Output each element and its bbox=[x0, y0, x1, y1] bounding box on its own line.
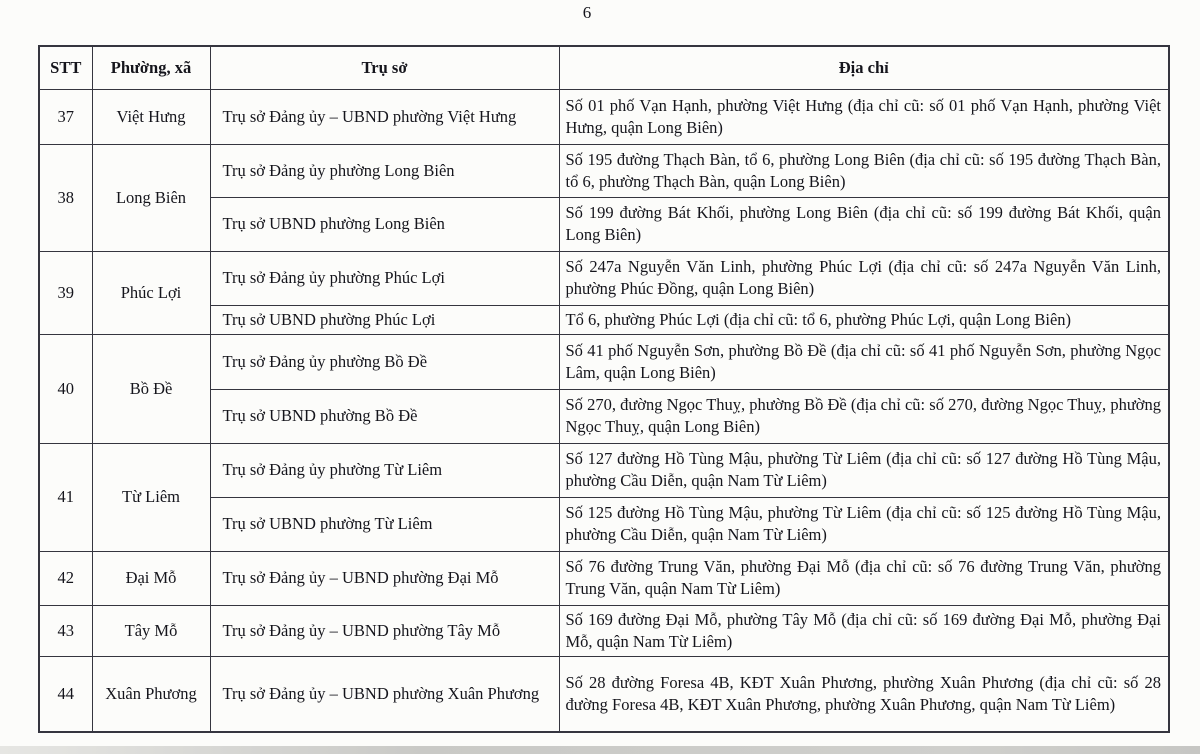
table-row bbox=[39, 251, 1169, 305]
header-ward: Phường, xã bbox=[92, 46, 210, 89]
office-cell: Trụ sở Đảng ủy phường Bồ Đề bbox=[210, 334, 559, 389]
office-cell: Trụ sở Đảng ủy – UBND phường Tây Mỗ bbox=[210, 605, 559, 656]
address-cell: Số 169 đường Đại Mỗ, phường Tây Mỗ (địa chỉ cũ: số 169 đường Đại Mỗ, phường Đại Mỗ, quận Nam Từ Liêm) bbox=[559, 605, 1169, 656]
address-cell: Tổ 6, phường Phúc Lợi (địa chỉ cũ: tổ 6, phường Phúc Lợi, quận Long Biên) bbox=[559, 305, 1169, 334]
office-cell: Trụ sở UBND phường Phúc Lợi bbox=[210, 305, 559, 334]
office-cell: Trụ sở Đảng ủy – UBND phường Việt Hưng bbox=[210, 89, 559, 144]
office-cell: Trụ sở Đảng ủy phường Long Biên bbox=[210, 144, 559, 197]
table-row bbox=[39, 551, 1169, 605]
office-cell: Trụ sở Đảng ủy phường Phúc Lợi bbox=[210, 251, 559, 305]
address-cell: Số 127 đường Hồ Tùng Mậu, phường Từ Liêm (địa chỉ cũ: số 127 đường Hồ Tùng Mậu, phường Cầu Diễn, quận Nam Từ Liêm) bbox=[559, 443, 1169, 497]
ward-cell: Từ Liêm bbox=[92, 443, 210, 551]
header-row bbox=[39, 46, 1169, 89]
address-cell: Số 76 đường Trung Văn, phường Đại Mỗ (địa chỉ cũ: số 76 đường Trung Văn, phường Trung Văn, quận Nam Từ Liêm) bbox=[559, 551, 1169, 605]
header-stt: STT bbox=[39, 46, 92, 89]
scan-artifact-strip bbox=[0, 746, 1200, 754]
stt-cell: 42 bbox=[39, 551, 92, 605]
table-row bbox=[39, 656, 1169, 732]
ward-cell: Bồ Đề bbox=[92, 334, 210, 443]
address-cell: Số 125 đường Hồ Tùng Mậu, phường Từ Liêm (địa chỉ cũ: số 125 đường Hồ Tùng Mậu, phường Cầu Diễn, quận Nam Từ Liêm) bbox=[559, 497, 1169, 551]
address-cell: Số 28 đường Foresa 4B, KĐT Xuân Phương, phường Xuân Phương (địa chỉ cũ: số 28 đường Foresa 4B, KĐT Xuân Phương, phường Xuân Phương, quận Nam Từ Liêm) bbox=[559, 656, 1169, 732]
stt-cell: 44 bbox=[39, 656, 92, 732]
page-number: 6 bbox=[582, 3, 592, 22]
ward-cell: Long Biên bbox=[92, 144, 210, 251]
stt-cell: 39 bbox=[39, 251, 92, 334]
office-cell: Trụ sở UBND phường Bồ Đề bbox=[210, 389, 559, 443]
office-cell: Trụ sở Đảng ủy – UBND phường Xuân Phương bbox=[210, 656, 559, 732]
header-office: Trụ sở bbox=[210, 46, 559, 89]
office-cell: Trụ sở UBND phường Từ Liêm bbox=[210, 497, 559, 551]
offices-table bbox=[38, 45, 1170, 733]
address-cell: Số 199 đường Bát Khối, phường Long Biên (địa chỉ cũ: số 199 đường Bát Khối, quận Long Biên) bbox=[559, 197, 1169, 251]
address-cell: Số 195 đường Thạch Bàn, tổ 6, phường Long Biên (địa chỉ cũ: số 195 đường Thạch Bàn, tổ 6, phường Thạch Bàn, quận Long Biên) bbox=[559, 144, 1169, 197]
stt-cell: 38 bbox=[39, 144, 92, 251]
table-row bbox=[39, 89, 1169, 144]
ward-cell: Việt Hưng bbox=[92, 89, 210, 144]
table-row bbox=[39, 605, 1169, 656]
stt-cell: 37 bbox=[39, 89, 92, 144]
address-cell: Số 247a Nguyễn Văn Linh, phường Phúc Lợi (địa chỉ cũ: số 247a Nguyễn Văn Linh, phường Phúc Đồng, quận Long Biên) bbox=[559, 251, 1169, 305]
ward-cell: Đại Mỗ bbox=[92, 551, 210, 605]
address-cell: Số 270, đường Ngọc Thuỵ, phường Bồ Đề (địa chỉ cũ: số 270, đường Ngọc Thuỵ, phường Ngọc Thuỵ, quận Long Biên) bbox=[559, 389, 1169, 443]
stt-cell: 43 bbox=[39, 605, 92, 656]
office-cell: Trụ sở Đảng ủy – UBND phường Đại Mỗ bbox=[210, 551, 559, 605]
address-cell: Số 41 phố Nguyễn Sơn, phường Bồ Đề (địa chỉ cũ: số 41 phố Nguyễn Sơn, phường Ngọc Lâm, quận Long Biên) bbox=[559, 334, 1169, 389]
ward-cell: Tây Mỗ bbox=[92, 605, 210, 656]
table-row bbox=[39, 144, 1169, 197]
address-cell: Số 01 phố Vạn Hạnh, phường Việt Hưng (địa chỉ cũ: số 01 phố Vạn Hạnh, phường Việt Hưng, quận Long Biên) bbox=[559, 89, 1169, 144]
stt-cell: 41 bbox=[39, 443, 92, 551]
office-cell: Trụ sở Đảng ủy phường Từ Liêm bbox=[210, 443, 559, 497]
stt-cell: 40 bbox=[39, 334, 92, 443]
ward-cell: Xuân Phương bbox=[92, 656, 210, 732]
header-address: Địa chỉ bbox=[559, 46, 1169, 89]
office-cell: Trụ sở UBND phường Long Biên bbox=[210, 197, 559, 251]
table-row bbox=[39, 443, 1169, 497]
ward-cell: Phúc Lợi bbox=[92, 251, 210, 334]
table-row bbox=[39, 334, 1169, 389]
